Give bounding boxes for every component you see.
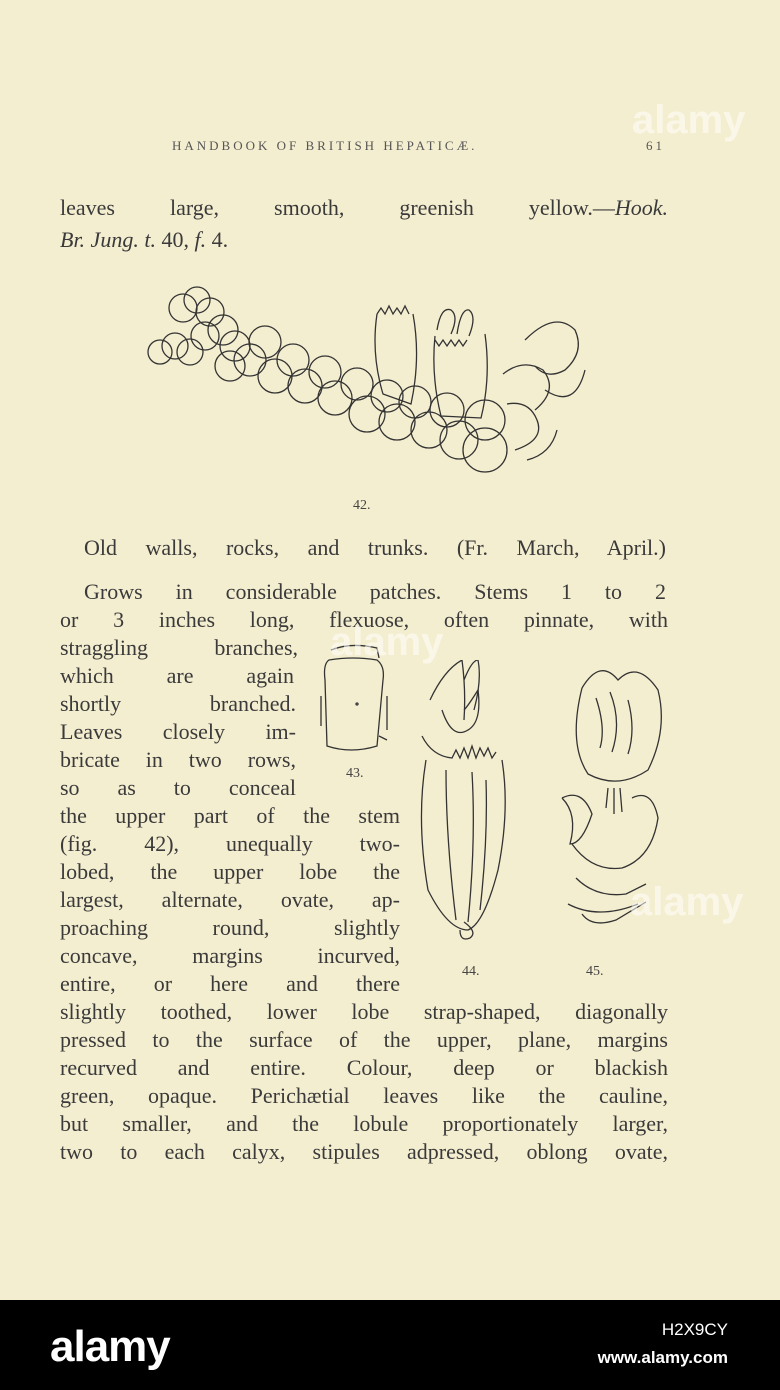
- intro-text: leaves large, smooth, greenish yellow.—: [60, 195, 615, 220]
- description-line: two to each calyx, stipules adpressed, oblong ovate,: [60, 1139, 668, 1164]
- description-line: which are again: [60, 663, 294, 688]
- citation-fig-number: 4.: [206, 227, 229, 252]
- description-line: entire, or here and there: [60, 971, 400, 996]
- site-url[interactable]: www.alamy.com: [597, 1348, 728, 1367]
- intro-line-1: [60, 194, 668, 222]
- description-line: concave, margins incurved,: [60, 943, 400, 968]
- citation-fig-abbr: f.: [194, 227, 207, 252]
- stock-footer-bar: [0, 1300, 780, 1390]
- intro-citation-author: Hook.: [614, 195, 668, 220]
- description-line: so as to conceal: [60, 775, 296, 800]
- description-line: lobed, the upper lobe the: [60, 859, 400, 884]
- alamy-logo: alamy: [50, 1322, 170, 1371]
- figure-43-caption: 43.: [346, 766, 364, 781]
- description-line: but smaller, and the lobule proportionately larger,: [60, 1111, 668, 1136]
- figure-42-illustration: [135, 280, 595, 480]
- description-line: the upper part of the stem: [60, 803, 400, 828]
- page-number: 61: [646, 138, 665, 153]
- description-line: Leaves closely im-: [60, 719, 296, 744]
- running-title: HANDBOOK OF BRITISH HEPATICÆ.: [172, 138, 478, 153]
- description-line: or 3 inches long, flexuose, often pinnate, with: [60, 607, 668, 632]
- intro-line-2: [60, 226, 668, 254]
- figure-44-caption: 44.: [462, 964, 480, 979]
- image-code: H2X9CY: [661, 1320, 728, 1339]
- description-line: straggling branches,: [60, 635, 298, 660]
- description-line: green, opaque. Perichætial leaves like the cauline,: [60, 1083, 668, 1108]
- description-line: (fig. 42), unequally two-: [60, 831, 400, 856]
- description-line: shortly branched.: [60, 691, 296, 716]
- description-line: recurved and entire. Colour, deep or blackish: [60, 1055, 668, 1080]
- description-line: bricate in two rows,: [60, 747, 296, 772]
- leaf-chain: [148, 287, 585, 472]
- citation-work: Br. Jung. t.: [60, 227, 156, 252]
- figure-45-caption: 45.: [586, 964, 604, 979]
- description-line: proaching round, slightly: [60, 915, 400, 940]
- description-line: Grows in considerable patches. Stems 1 to 2: [84, 579, 666, 604]
- watermark: alamy: [632, 98, 746, 142]
- watermark: alamy: [330, 620, 444, 664]
- watermark: alamy: [630, 880, 744, 924]
- description-line: slightly toothed, lower lobe strap-shaped, diagonally: [60, 999, 668, 1024]
- figure-42-caption: 42.: [353, 498, 371, 513]
- description-line: largest, alternate, ovate, ap-: [60, 887, 400, 912]
- citation-plate: 40,: [155, 227, 195, 252]
- habitat-line: Old walls, rocks, and trunks. (Fr. March, April.): [84, 535, 666, 560]
- description-line: pressed to the surface of the upper, plane, margins: [60, 1027, 668, 1052]
- figure-44-illustration: [412, 660, 542, 960]
